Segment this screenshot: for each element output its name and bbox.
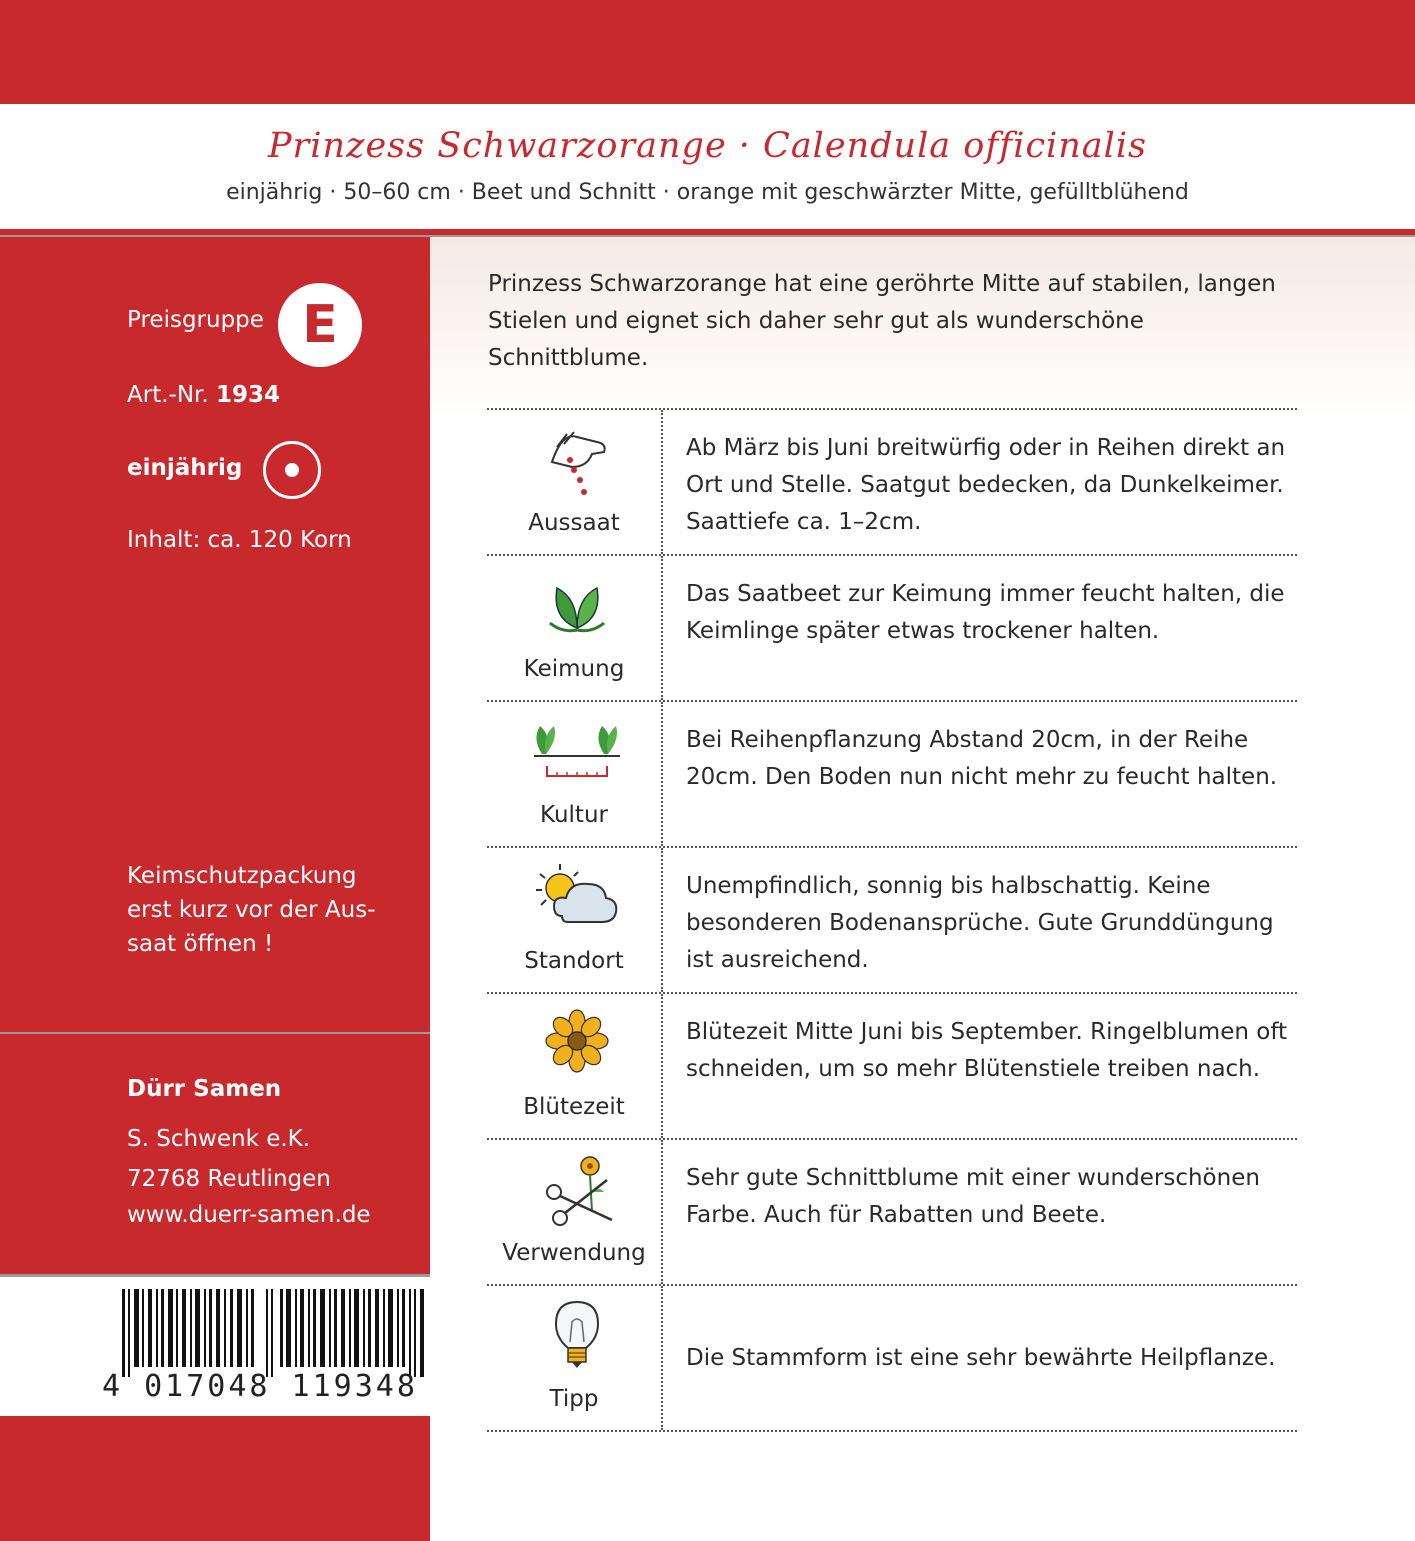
instruction-row-verwendung [487, 1138, 1297, 1284]
product-subtitle: einjährig · 50–60 cm · Beet und Schnitt · orange mit geschwärzter Mitte, gefülltblühend [226, 180, 1189, 205]
row-label: Aussaat [528, 510, 620, 536]
storage-note-line: Keimschutzpackung [127, 863, 357, 889]
scissors-flower-icon [532, 1152, 622, 1232]
storage-note-line: saat öffnen ! [127, 931, 274, 957]
row-text: Bei Reihenpflanzung Abstand 20cm, in der Reihe 20cm. Den Boden nun nicht mehr zu feucht halten. [686, 727, 1278, 790]
row-label: Keimung [523, 656, 625, 682]
barcode-area [0, 1277, 430, 1416]
row-label: Tipp [549, 1386, 599, 1412]
plant-spacing-icon [532, 714, 622, 794]
sun-cloud-icon [532, 860, 622, 940]
company-name: Dürr Samen [127, 1076, 282, 1102]
instruction-row-keimung [487, 554, 1297, 700]
row-text: Unempfindlich, sonnig bis halbschattig. Keine besonderen Bodenansprüche. Gute Grunddüngung ist ausreichend. [686, 873, 1274, 973]
instruction-row-tipp [487, 1284, 1297, 1432]
content-amount: Inhalt: ca. 120 Korn [127, 527, 352, 553]
article-number-label: Art.-Nr. [127, 382, 209, 408]
flower-icon [532, 1006, 622, 1086]
barcode-number: 4 017048 119348 [102, 1369, 418, 1404]
article-number [127, 382, 280, 408]
sowing-hand-icon [532, 422, 622, 502]
row-label: Verwendung [502, 1240, 646, 1266]
row-label: Standort [524, 948, 624, 974]
info-sidebar [0, 237, 430, 1034]
title-area [0, 104, 1415, 229]
annual-label: einjährig [127, 455, 243, 481]
intro-text: Prinzess Schwarzorange hat eine geröhrte Mitte auf stabilen, langen Stielen und eignet sich daher sehr gut als wunderschöne Schnittblume. [488, 271, 1276, 371]
instruction-row-kultur [487, 700, 1297, 846]
bottom-red-band [0, 1416, 430, 1541]
company-block [0, 1034, 430, 1274]
company-owner: S. Schwenk e.K. [127, 1126, 311, 1152]
row-text: Die Stammform ist eine sehr bewährte Heilpflanze. [686, 1345, 1276, 1371]
row-text: Ab März bis Juni breitwürfig oder in Reihen direkt an Ort und Stelle. Saatgut bedecken, da Dunkelkeimer. Saattiefe ca. 1–2cm. [686, 435, 1286, 535]
seedling-icon [532, 568, 622, 648]
instructions-table [487, 408, 1297, 1432]
price-group-badge: E [278, 283, 362, 367]
light-bulb-icon [532, 1298, 622, 1378]
company-city: 72768 Reutlingen [127, 1166, 331, 1192]
storage-note-line: erst kurz vor der Aus- [127, 897, 376, 923]
storage-note [127, 859, 387, 961]
row-label: Blütezeit [523, 1094, 625, 1120]
barcode [120, 1289, 430, 1377]
company-website: www.duerr-samen.de [127, 1202, 371, 1228]
row-label: Kultur [540, 802, 608, 828]
instruction-row-standort [487, 846, 1297, 992]
row-text: Blütezeit Mitte Juni bis September. Ringelblumen oft schneiden, um so mehr Blütenstiele treiben nach. [686, 1019, 1288, 1082]
row-text: Das Saatbeet zur Keimung immer feucht halten, die Keimlinge später etwas trockener halten. [686, 581, 1285, 644]
article-number-value: 1934 [216, 382, 281, 408]
row-text: Sehr gute Schnittblume mit einer wunderschönen Farbe. Auch für Rabatten und Beete. [686, 1165, 1260, 1228]
instruction-row-bluetezeit [487, 992, 1297, 1138]
instruction-row-aussaat [487, 408, 1297, 554]
annual-symbol-icon [263, 441, 321, 499]
product-title: Prinzess Schwarzorange · Calendula officinalis [268, 126, 1147, 166]
price-group-label: Preisgruppe [127, 307, 264, 333]
top-red-band [0, 0, 1415, 104]
